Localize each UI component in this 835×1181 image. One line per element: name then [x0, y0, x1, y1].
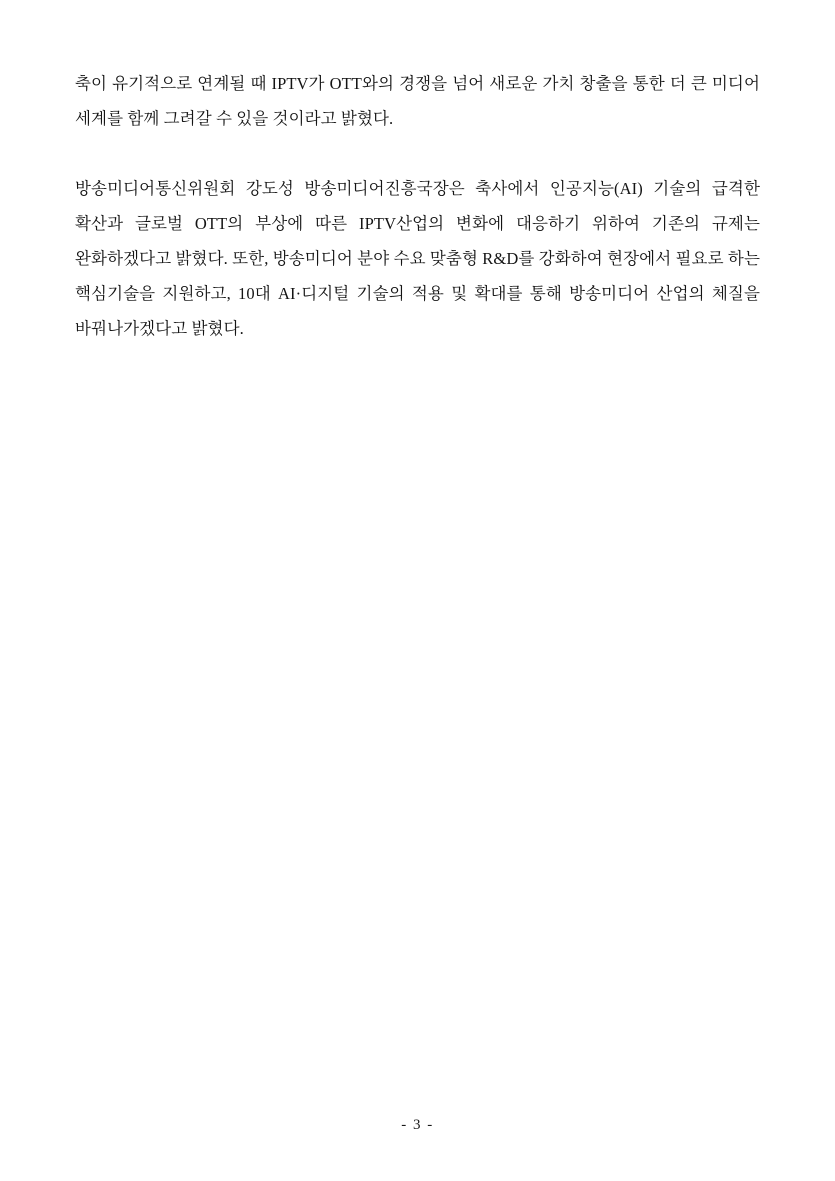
page-number: - 3 -	[401, 1117, 434, 1133]
paragraph-1: 축이 유기적으로 연계될 때 IPTV가 OTT와의 경쟁을 넘어 새로운 가치 창출을 통한 더 큰 미디어 세계를 함께 그려갈 수 있을 것이라고 밝혔다.	[75, 74, 760, 128]
document-body	[75, 66, 760, 346]
paragraph-2: 방송미디어통신위원회 강도성 방송미디어진흥국장은 축사에서 인공지능(AI) 기술의 급격한 확산과 글로벌 OTT의 부상에 따른 IPTV산업의 변화에 대응하기 위하여 기존의 규제는 완화하겠다고 밝혔다. 또한, 방송미디어 분야 수요 맞춤형 R&D를 강화하여 현장에서 필요로 하는 핵심기술을 지원하고, 10대 AI·디지털 기술의 적용 및 확대를 통해 방송미디어 산업의 체질을 바꿔나가겠다고 밝혔다.	[75, 179, 760, 338]
